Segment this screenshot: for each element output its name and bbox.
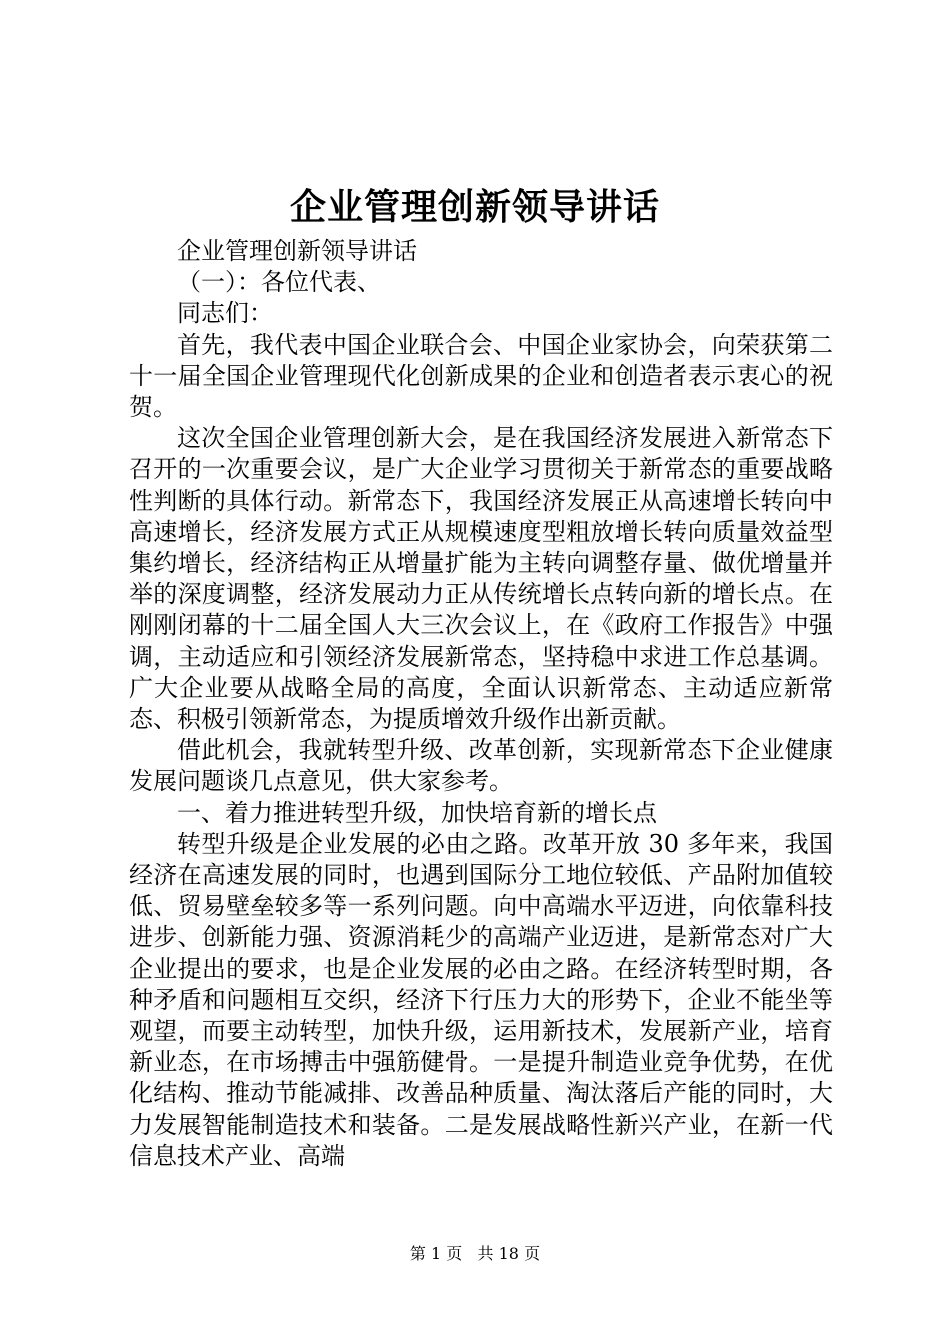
paragraph: 借此机会，我就转型升级、改革创新，实现新常态下企业健康发展问题谈几点意见，供大家参考。 <box>129 736 833 796</box>
paragraph-salutation-2: 同志们： <box>177 299 273 328</box>
paragraph-subtitle: 企业管理创新领导讲话 <box>177 237 417 265</box>
paragraph: 这次全国企业管理创新大会，是在我国经济发展进入新常态下召开的一次重要会议，是广大企业学习贯彻关于新常态的重要战略性判断的具体行动。新常态下，我国经济发展正从高速增长转向中高速增长，经济发展方式正从规模速度型粗放增长转向质量效益型集约增长，经济结构正从增量扩能为主转向调整存量、做优增量并举的深度调整，经济发展动力正从传统增长点转向新的增长点。在刚刚闭幕的十二届全国人大三次会议上，在《政府工作报告》中强调，主动适应和引领经济发展新常态，坚持稳中求进工作总基调。广大企业要从战略全局的高度，全面认识新常态、主动适应新常态、积极引领新常态，为提质增效升级作出新贡献。 <box>129 424 833 734</box>
page-number: 第 1 页 共 18 页 <box>409 1244 541 1263</box>
document-title: 企业管理创新领导讲话 <box>289 186 660 228</box>
section-heading: 一、着力推进转型升级，加快培育新的增长点 <box>177 798 657 827</box>
page-footer <box>0 1243 950 1265</box>
paragraph: 首先，我代表中国企业联合会、中国企业家协会，向荣获第二十一届全国企业管理现代化创新成果的企业和创造者表示衷心的祝贺。 <box>129 330 833 422</box>
paragraph-salutation-1: （一）：各位代表、 <box>177 268 381 297</box>
paragraph: 转型升级是企业发展的必由之路。改革开放 30 多年来，我国经济在高速发展的同时，也遇到国际分工地位较低、产品附加值较低、贸易壁垒较多等一系列问题。向中高端水平迈进，向依靠科技进步、创新能力强、资源消耗少的高端产业迈进，是新常态对广大企业提出的要求，也是企业发展的必由之路。在经济转型时期，各种矛盾和问题相互交织，经济下行压力大的形势下，企业不能坐等观望，而要主动转型，加快升级，运用新技术，发展新产业，培育新业态，在市场搏击中强筋健骨。一是提升制造业竞争优势，在优化结构、推动节能减排、改善品种质量、淘汰落后产能的同时，大力发展智能制造技术和装备。二是发展战略性新兴产业，在新一代信息技术产业、高端 <box>129 829 833 1170</box>
document-body <box>129 236 833 1172</box>
